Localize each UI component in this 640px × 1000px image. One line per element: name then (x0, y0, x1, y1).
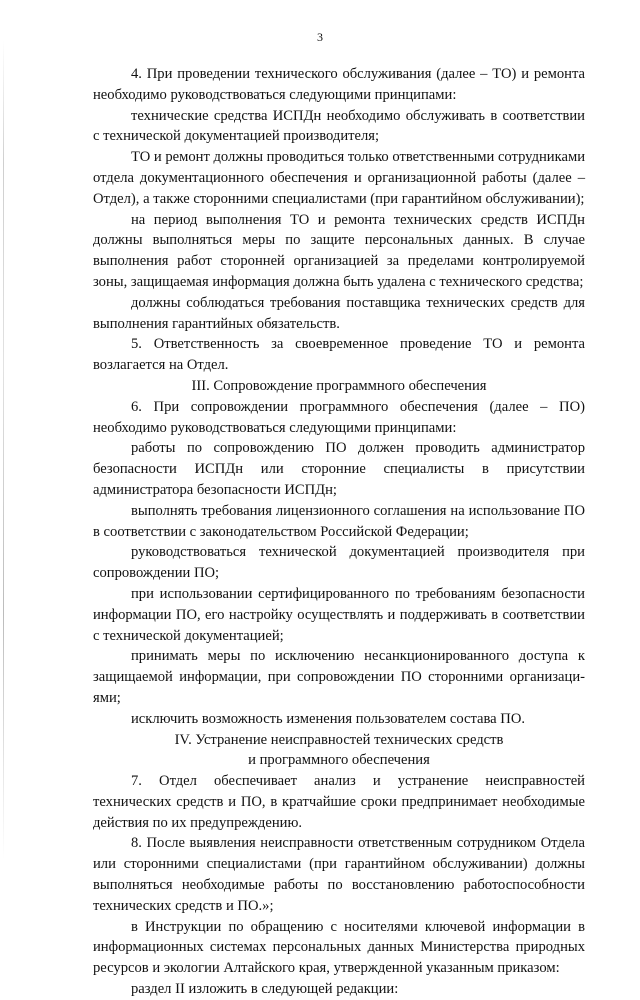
page-number: 3 (317, 30, 323, 44)
scan-edge-shadow (3, 40, 4, 860)
paragraph-5: 5. Ответственность за своевременное проведение ТО и ремонта возлагается на Отдел. (93, 336, 585, 374)
paragraph-4-item-1: технические средства ИСПДн необходимо обслуживать в соответствии с технической документацией производителя; (93, 107, 585, 145)
paragraph-instruction: в Инструкции по обращению с носителями ключевой информации в информационных системах персональных данных Министерства природных ресурсов и экологии Алтайского края, утвержденной указанным приказом: (93, 918, 585, 977)
paragraph-8: 8. После выявления неисправности ответственным сотрудником Отдела или сторонними специалистами (при гарантийном обслуживании) должны выполняться необходимые работы по восстановлению работоспособности технических средств и ПО.»; (93, 835, 585, 914)
paragraph-6-item-5: принимать меры по исключению несанкционированного доступа к защищаемой информации, при сопровождении ПО сторонними организациями; (93, 648, 585, 706)
paragraph-6-item-6: исключить возможность изменения пользователем состава ПО. (131, 710, 526, 727)
section-heading-3: III. Сопровождение программного обеспечения (191, 377, 487, 394)
paragraph-6-item-1: работы по сопровождению ПО должен проводить администратор безопасности ИСПДн или сторонние специалисты в присутствии администратора безопасности ИСПДн; (93, 440, 585, 498)
section-heading-4-line-2: и программного обеспечения (248, 752, 430, 769)
section-heading-4-line-1: IV. Устранение неисправностей технических средств (174, 731, 504, 748)
paragraph-4-item-4: должны соблюдаться требования поставщика технических средств для выполнения гарантийных обязательств. (93, 294, 585, 332)
paragraph-6-item-4: при использовании сертифицированного по требованиям безопасности информации ПО, его настройку осуществлять и поддерживать в соответствии с технической документацией; (93, 585, 585, 644)
paragraph-6-item-3: руководствоваться технической документацией производителя при сопровождении ПО; (93, 544, 585, 582)
paragraph-4-item-2: ТО и ремонт должны проводиться только ответственными сотрудниками отдела документационного обеспечения и организационной работы (далее – Отдел), а также сторонними специалистами (при гарантийном обслуживании); (93, 149, 586, 207)
paragraph-7: 7. Отдел обеспечивает анализ и устранение неисправностей технических средств и ПО, в кратчайшие сроки предпринимает необходимые действия по их предупреждению. (93, 773, 585, 831)
document-body (93, 64, 585, 1000)
paragraph-6: 6. При сопровождении программного обеспечения (далее – ПО) необходимо руководствоваться следующими принципами: (93, 398, 585, 436)
paragraph-4: 4. При проведении технического обслуживания (далее – ТО) и ремонта необходимо руководствоваться следующими принципами: (93, 66, 585, 103)
paragraph-6-item-2: выполнять требования лицензионного соглашения на использование ПО в соответствии с законодательством Российской Федерации; (93, 502, 585, 540)
paragraph-section-2: раздел II изложить в следующей редакции: (131, 981, 399, 998)
paragraph-4-item-3: на период выполнения ТО и ремонта технических средств ИСПДн должны выполняться меры по защите персональных данных. В случае выполнения работ сторонней организацией за пределами контролируемой зоны, защищаемая информация должна быть удалена с технического средства; (93, 211, 585, 290)
